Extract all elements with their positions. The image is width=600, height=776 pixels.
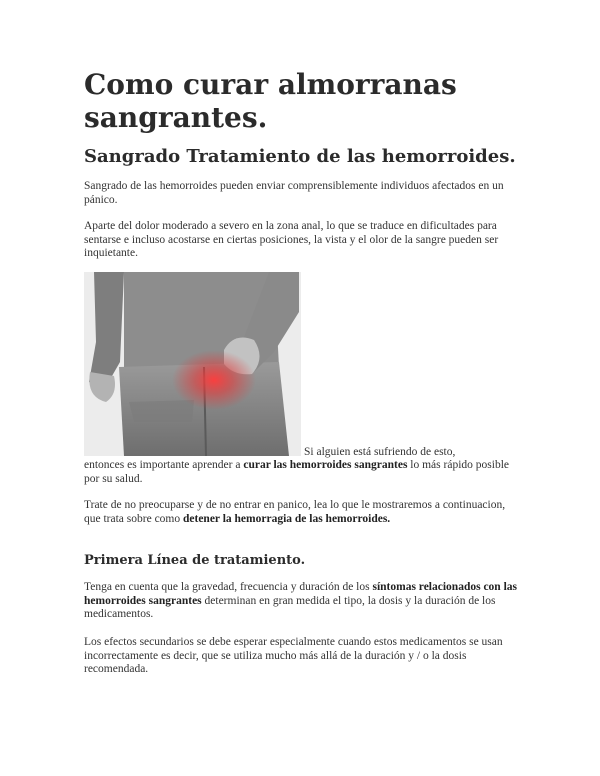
paragraph-2: Aparte del dolor moderado a severo en la zona anal, lo que se traduce en dificultades para sentarse e incluso acostarse en ciertas posiciones, la vista y el olor de la sangre pueden ser inquietante.	[84, 220, 499, 259]
paragraph-1: Sangrado de las hemorroides pueden enviar comprensiblemente individuos afectados en un pánico.	[84, 180, 504, 206]
page-title: Como curar almorranas sangrantes.	[84, 68, 457, 134]
bold-phrase: detener la hemorragia de las hemorroides.	[183, 512, 391, 525]
bold-phrase: síntomas relacionados con las hemorroides sangrantes	[84, 581, 517, 607]
paragraph-6: Los efectos secundarios se debe esperar especialmente cuando estos medicamentos se usan incorrectamente es decir, que se utiliza mucho más allá de la duración y / o la dosis recomendada.	[84, 636, 503, 675]
hemorrhoid-photo	[84, 272, 301, 456]
image-caption-text: Si alguien está sufriendo de esto,	[304, 446, 456, 458]
section-heading: Primera Línea de tratamiento.	[84, 553, 306, 568]
paragraph-4: Trate de no preocuparse y de no entrar en panico, lea lo que le mostraremos a continuacion, que trata sobre como detener la hemorragia de las hemorroides.	[84, 499, 506, 525]
section-subtitle: Sangrado Tratamiento de las hemorroides.	[84, 146, 516, 167]
bold-phrase: curar las hemorroides sangrantes	[243, 459, 408, 471]
paragraph-3: entonces es importante aprender a curar las hemorroides sangrantes lo más rápido posible por su salud.	[84, 459, 509, 485]
paragraph-5: Tenga en cuenta que la gravedad, frecuencia y duración de los síntomas relacionados con las hemorroides sangrantes determinan en gran medida el tipo, la dosis y la duración de los medicamentos.	[84, 581, 517, 620]
